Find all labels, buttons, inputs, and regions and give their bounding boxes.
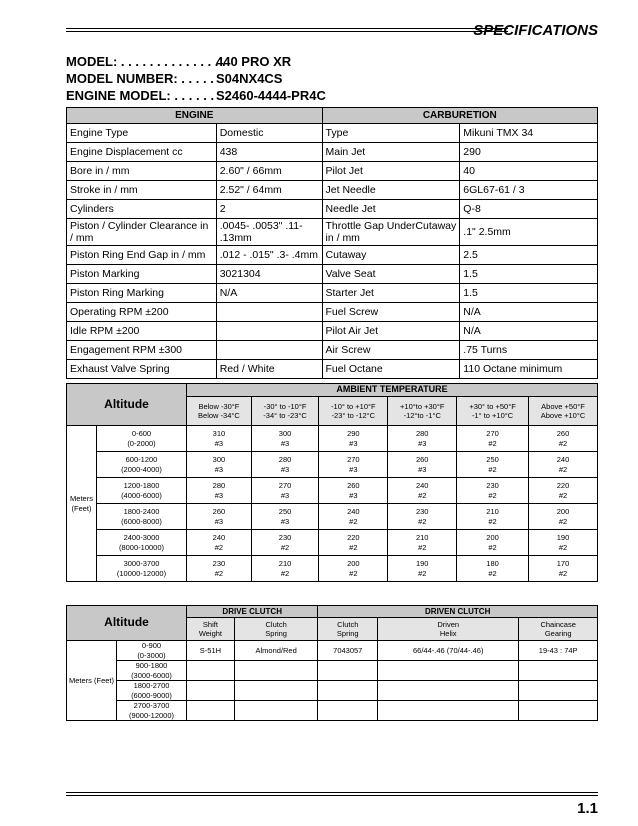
drive-clutch-header: DRIVE CLUTCH <box>187 606 318 618</box>
clutch-altitude-band <box>117 681 187 701</box>
temp-c: Above +10°C <box>540 411 586 420</box>
spec-cell: 2 <box>216 200 322 219</box>
needle-position: #2 <box>488 542 497 552</box>
clutch-cell <box>187 681 235 701</box>
jet-cell <box>457 504 529 530</box>
needle-position: #3 <box>349 490 358 500</box>
engine-model-value: S2460-4444-PR4C <box>216 88 326 103</box>
clutch-row <box>67 641 598 661</box>
needle-position: #2 <box>488 490 497 500</box>
spec-row <box>67 162 598 181</box>
main-jet: 220 <box>347 533 360 542</box>
clutch-column-header <box>187 618 235 641</box>
main-jet: 260 <box>347 481 360 490</box>
engine-model-label: ENGINE MODEL: . . . . . . <box>66 88 215 103</box>
ambient-jetting-table <box>66 383 598 582</box>
jet-cell <box>388 504 457 530</box>
spec-cell: Red / White <box>216 360 322 379</box>
spec-row <box>67 246 598 265</box>
main-jet: 260 <box>556 429 570 438</box>
main-jet: 260 <box>212 507 226 516</box>
needle-position: #2 <box>488 464 497 474</box>
clutch-column-header <box>318 618 378 641</box>
spec-cell: 110 Octane minimum <box>460 360 598 379</box>
main-jet: 280 <box>212 481 226 490</box>
spec-table <box>66 107 598 379</box>
meters-range: 2700-3700 <box>133 701 170 710</box>
clutch-altitude-band <box>117 701 187 721</box>
spec-cell: Throttle Gap UnderCutaway in / mm <box>322 219 460 246</box>
clutch-col-line2: Gearing <box>544 629 572 638</box>
spec-cell: Operating RPM ±200 <box>67 303 217 322</box>
main-jet: 250 <box>278 507 292 516</box>
needle-position: #3 <box>418 438 427 448</box>
main-jet: 280 <box>415 429 429 438</box>
altitude-header: Altitude <box>67 384 187 426</box>
needle-position: #3 <box>349 438 358 448</box>
spec-cell: Stroke in / mm <box>67 181 217 200</box>
engine-model-row <box>66 87 326 104</box>
main-jet: 240 <box>556 455 570 464</box>
spec-cell: Pilot Jet <box>322 162 460 181</box>
spec-cell <box>216 341 322 360</box>
spec-cell: Starter Jet <box>322 284 460 303</box>
spec-cell: Cutaway <box>322 246 460 265</box>
temperature-column-header <box>251 397 318 426</box>
page-title: SPECIFICATIONS <box>473 22 598 39</box>
spec-cell: Mikuni TMX 34 <box>460 124 598 143</box>
jet-cell <box>319 426 388 452</box>
main-jet: 190 <box>556 533 570 542</box>
spec-cell: Piston Marking <box>67 265 217 284</box>
jet-cell <box>187 530 252 556</box>
jet-cell <box>457 556 529 582</box>
temperature-column-header <box>187 397 252 426</box>
main-jet: 200 <box>347 559 360 568</box>
spec-cell: 1.5 <box>460 265 598 284</box>
clutch-cell <box>187 661 235 681</box>
spec-cell: 1.5 <box>460 284 598 303</box>
needle-position: #2 <box>418 490 427 500</box>
spec-cell: 40 <box>460 162 598 181</box>
meters-range: 2400-3000 <box>123 533 160 542</box>
jet-cell <box>251 556 318 582</box>
meters-range: 3000-3700 <box>123 559 160 568</box>
model-number-row <box>66 70 326 87</box>
jet-cell <box>529 504 598 530</box>
jet-cell <box>251 452 318 478</box>
clutch-cell: 66/44-.46 (70/44-.46) <box>378 641 519 661</box>
temp-f: Below -30°F <box>198 401 240 411</box>
feet-range: (6000-9000) <box>131 690 172 700</box>
needle-position: #3 <box>280 490 290 500</box>
needle-position: #3 <box>214 490 224 500</box>
feet-range: (4000-6000) <box>121 490 162 500</box>
spec-row <box>67 341 598 360</box>
needle-position: #2 <box>558 490 568 500</box>
spec-cell: N/A <box>216 284 322 303</box>
jet-cell <box>388 530 457 556</box>
jet-cell <box>251 504 318 530</box>
jet-cell <box>457 478 529 504</box>
main-jet: 240 <box>212 533 226 542</box>
spec-cell: N/A <box>460 303 598 322</box>
units-label: Meters (Feet) <box>67 426 97 582</box>
needle-position: #3 <box>418 464 427 474</box>
jet-cell <box>251 426 318 452</box>
clutch-col-line1: Chaincase <box>540 619 576 629</box>
temp-c: Below -34°C <box>198 411 240 420</box>
spec-cell: Idle RPM ±200 <box>67 322 217 341</box>
jet-cell <box>529 530 598 556</box>
meters-range: 1800-2400 <box>123 507 160 516</box>
clutch-cell: Almond/Red <box>234 641 318 661</box>
spec-cell: Bore in / mm <box>67 162 217 181</box>
jet-cell <box>388 426 457 452</box>
needle-position: #2 <box>488 568 497 578</box>
clutch-cell <box>234 681 318 701</box>
clutch-col-line2: Weight <box>198 629 223 638</box>
main-jet: 240 <box>415 481 429 490</box>
spec-cell: Q-8 <box>460 200 598 219</box>
clutch-table <box>66 605 598 721</box>
jet-cell <box>388 452 457 478</box>
main-jet: 230 <box>486 481 499 490</box>
jet-cell <box>529 556 598 582</box>
clutch-cell <box>378 661 519 681</box>
temperature-column-header <box>388 397 457 426</box>
spec-row <box>67 143 598 162</box>
spec-cell: Needle Jet <box>322 200 460 219</box>
needle-position: #3 <box>214 516 224 526</box>
spec-cell: N/A <box>460 322 598 341</box>
main-jet: 310 <box>212 429 226 438</box>
feet-range: (0-2000) <box>127 438 156 448</box>
jet-cell <box>457 452 529 478</box>
temp-f: +10°to +30°F <box>400 401 445 411</box>
jet-cell <box>457 426 529 452</box>
feet-range: (9000-12000) <box>128 710 175 720</box>
needle-position: #2 <box>418 568 427 578</box>
footer-rule <box>66 792 598 793</box>
needle-position: #2 <box>280 568 290 578</box>
clutch-column-header <box>378 618 519 641</box>
jet-cell <box>251 530 318 556</box>
spec-cell: Piston / Cylinder Clearance in / mm <box>67 219 217 246</box>
main-jet: 190 <box>415 559 429 568</box>
main-jet: 300 <box>212 455 226 464</box>
model-row <box>66 53 326 70</box>
altitude-band <box>97 426 187 452</box>
spec-body <box>67 124 598 379</box>
needle-position: #2 <box>418 542 427 552</box>
clutch-cell: 19-43 : 74P <box>519 641 598 661</box>
main-jet: 270 <box>347 455 360 464</box>
main-jet: 240 <box>347 507 360 516</box>
feet-range: (10000-12000) <box>116 568 167 578</box>
clutch-cell: 7043057 <box>318 641 378 661</box>
jet-cell <box>388 478 457 504</box>
spec-cell: Domestic <box>216 124 322 143</box>
needle-position: #2 <box>214 568 224 578</box>
altitude-row <box>67 530 598 556</box>
needle-position: #3 <box>214 438 224 448</box>
spec-cell: Type <box>322 124 460 143</box>
spec-cell: Pilot Air Jet <box>322 322 460 341</box>
clutch-cell <box>519 701 598 721</box>
spec-cell: 438 <box>216 143 322 162</box>
jet-cell <box>187 478 252 504</box>
clutch-col-line1: Shift <box>202 619 218 629</box>
ambient-body <box>67 426 598 582</box>
engine-header: ENGINE <box>67 108 323 124</box>
altitude-row <box>67 426 598 452</box>
jet-cell <box>388 556 457 582</box>
footer-rule-thin <box>66 795 598 796</box>
spec-cell: 2.60" / 66mm <box>216 162 322 181</box>
main-jet: 210 <box>278 559 292 568</box>
altitude-row <box>67 452 598 478</box>
jet-cell <box>529 426 598 452</box>
clutch-row <box>67 661 598 681</box>
spec-cell: Fuel Octane <box>322 360 460 379</box>
needle-position: #3 <box>280 516 290 526</box>
temp-c: -12°to -1°C <box>403 411 441 420</box>
spec-cell: Engine Type <box>67 124 217 143</box>
meters-range: 900-1800 <box>135 661 168 670</box>
main-jet: 270 <box>278 481 292 490</box>
main-jet: 300 <box>278 429 292 438</box>
meters-range: 1200-1800 <box>123 481 160 490</box>
spec-row <box>67 200 598 219</box>
clutch-cell <box>187 701 235 721</box>
spec-cell: Fuel Screw <box>322 303 460 322</box>
clutch-cell <box>318 661 378 681</box>
clutch-column-header <box>519 618 598 641</box>
needle-position: #2 <box>558 516 568 526</box>
spec-cell: Cylinders <box>67 200 217 219</box>
ambient-temperature-header: AMBIENT TEMPERATURE <box>187 384 598 397</box>
main-jet: 170 <box>556 559 570 568</box>
needle-position: #2 <box>558 542 568 552</box>
spec-cell: .1" 2.5mm <box>460 219 598 246</box>
spec-row <box>67 360 598 379</box>
clutch-cell <box>378 681 519 701</box>
jet-cell <box>187 426 252 452</box>
needle-position: #2 <box>558 438 568 448</box>
spec-cell: Main Jet <box>322 143 460 162</box>
needle-position: #2 <box>488 438 497 448</box>
needle-position: #2 <box>349 568 358 578</box>
needle-position: #3 <box>349 464 358 474</box>
jet-cell <box>319 556 388 582</box>
clutch-cell <box>318 681 378 701</box>
clutch-col-line1: Clutch <box>337 619 359 629</box>
main-jet: 210 <box>415 533 429 542</box>
clutch-units-label: Meters (Feet) <box>67 641 117 721</box>
clutch-cell <box>519 681 598 701</box>
carburetion-header: CARBURETION <box>322 108 597 124</box>
jet-cell <box>187 504 252 530</box>
driven-clutch-header: DRIVEN CLUTCH <box>318 606 598 618</box>
needle-position: #2 <box>349 542 358 552</box>
jet-cell <box>319 478 388 504</box>
main-jet: 200 <box>556 507 570 516</box>
spec-cell: Piston Ring End Gap in / mm <box>67 246 217 265</box>
needle-position: #3 <box>280 464 290 474</box>
temp-f: +30° to +50°F <box>469 401 516 411</box>
clutch-cell <box>234 701 318 721</box>
main-jet: 280 <box>278 455 292 464</box>
spec-cell: Exhaust Valve Spring <box>67 360 217 379</box>
spec-cell: Engine Displacement cc <box>67 143 217 162</box>
feet-range: (3000-6000) <box>131 670 172 680</box>
header-rule-thin <box>66 31 508 32</box>
clutch-row <box>67 681 598 701</box>
spec-cell: Air Screw <box>322 341 460 360</box>
clutch-altitude-band <box>117 661 187 681</box>
clutch-col-line1: Clutch <box>265 619 287 629</box>
spec-cell: Piston Ring Marking <box>67 284 217 303</box>
clutch-body <box>67 641 598 721</box>
altitude-band <box>97 556 187 582</box>
temperature-column-header <box>457 397 529 426</box>
spec-cell: .75 Turns <box>460 341 598 360</box>
clutch-altitude-header: Altitude <box>67 606 187 641</box>
header-rule <box>66 28 508 29</box>
jet-cell <box>187 556 252 582</box>
spec-cell: 2.5 <box>460 246 598 265</box>
spec-cell: 2.52" / 64mm <box>216 181 322 200</box>
spec-cell: 3021304 <box>216 265 322 284</box>
page-number: 1.1 <box>577 800 598 817</box>
clutch-cell <box>378 701 519 721</box>
altitude-band <box>97 504 187 530</box>
altitude-band <box>97 530 187 556</box>
temperature-column-header <box>529 397 598 426</box>
clutch-col-line2: Helix <box>439 629 457 638</box>
main-jet: 230 <box>278 533 292 542</box>
model-value: 440 PRO XR <box>216 54 292 69</box>
spec-row <box>67 303 598 322</box>
clutch-altitude-band <box>117 641 187 661</box>
temp-f: -30° to -10°F <box>263 401 307 411</box>
meters-range: 0-900 <box>141 641 162 650</box>
spec-row <box>67 284 598 303</box>
needle-position: #3 <box>214 464 224 474</box>
clutch-cell <box>234 661 318 681</box>
jet-cell <box>319 452 388 478</box>
spec-cell: 6GL67-61 / 3 <box>460 181 598 200</box>
meters-range: 0-600 <box>131 429 152 438</box>
jet-cell <box>457 530 529 556</box>
feet-range: (0-3000) <box>137 650 166 660</box>
temperature-column-header <box>319 397 388 426</box>
jet-cell <box>529 452 598 478</box>
jet-cell <box>187 452 252 478</box>
temp-c: -34° to -23°C <box>263 411 307 420</box>
spec-cell: 290 <box>460 143 598 162</box>
model-label: MODEL: . . . . . . . . . . . . . . . <box>66 54 226 69</box>
jet-cell <box>529 478 598 504</box>
spec-cell: Engagement RPM ±300 <box>67 341 217 360</box>
spec-cell: .012 - .015" .3- .4mm <box>216 246 322 265</box>
main-jet: 230 <box>212 559 226 568</box>
needle-position: #2 <box>418 516 427 526</box>
spec-cell: Jet Needle <box>322 181 460 200</box>
needle-position: #2 <box>558 464 568 474</box>
main-jet: 260 <box>415 455 429 464</box>
jet-cell <box>251 478 318 504</box>
spec-row <box>67 181 598 200</box>
altitude-row <box>67 556 598 582</box>
jet-cell <box>319 504 388 530</box>
altitude-row <box>67 478 598 504</box>
main-jet: 200 <box>486 533 499 542</box>
spec-row <box>67 322 598 341</box>
needle-position: #2 <box>349 516 358 526</box>
main-jet: 230 <box>415 507 429 516</box>
altitude-row <box>67 504 598 530</box>
main-jet: 220 <box>556 481 570 490</box>
model-number-value: S04NX4CS <box>216 71 283 86</box>
spec-cell: Valve Seat <box>322 265 460 284</box>
model-info <box>66 53 326 104</box>
main-jet: 290 <box>347 429 360 438</box>
clutch-col-line2: Spring <box>265 629 287 638</box>
clutch-column-header <box>234 618 318 641</box>
spec-cell <box>216 303 322 322</box>
feet-range: (8000-10000) <box>118 542 165 552</box>
temp-f: -10° to +10°F <box>331 401 376 411</box>
spec-cell <box>216 322 322 341</box>
spec-row <box>67 219 598 246</box>
spec-row <box>67 124 598 143</box>
altitude-band <box>97 478 187 504</box>
needle-position: #2 <box>558 568 568 578</box>
temp-c: -23° to -12°C <box>331 411 376 420</box>
clutch-col-line1: Driven <box>437 619 460 629</box>
model-number-label: MODEL NUMBER: . . . . . <box>66 71 214 86</box>
temp-f: Above +50°F <box>541 401 585 411</box>
feet-range: (2000-4000) <box>121 464 162 474</box>
main-jet: 180 <box>486 559 499 568</box>
needle-position: #2 <box>280 542 290 552</box>
spec-row <box>67 265 598 284</box>
main-jet: 210 <box>486 507 499 516</box>
clutch-cell <box>318 701 378 721</box>
clutch-cell: S-51H <box>187 641 235 661</box>
altitude-band <box>97 452 187 478</box>
clutch-cell <box>519 661 598 681</box>
meters-range: 1800-2700 <box>133 681 170 690</box>
jet-cell <box>319 530 388 556</box>
main-jet: 270 <box>486 429 499 438</box>
spec-cell: .0045- .0053" .11- .13mm <box>216 219 322 246</box>
main-jet: 250 <box>486 455 499 464</box>
clutch-col-line2: Spring <box>336 629 359 638</box>
needle-position: #2 <box>488 516 497 526</box>
meters-range: 600-1200 <box>125 455 158 464</box>
needle-position: #3 <box>280 438 290 448</box>
clutch-row <box>67 701 598 721</box>
feet-range: (6000-8000) <box>121 516 162 526</box>
temp-c: -1° to +10°C <box>471 411 514 420</box>
needle-position: #2 <box>214 542 224 552</box>
